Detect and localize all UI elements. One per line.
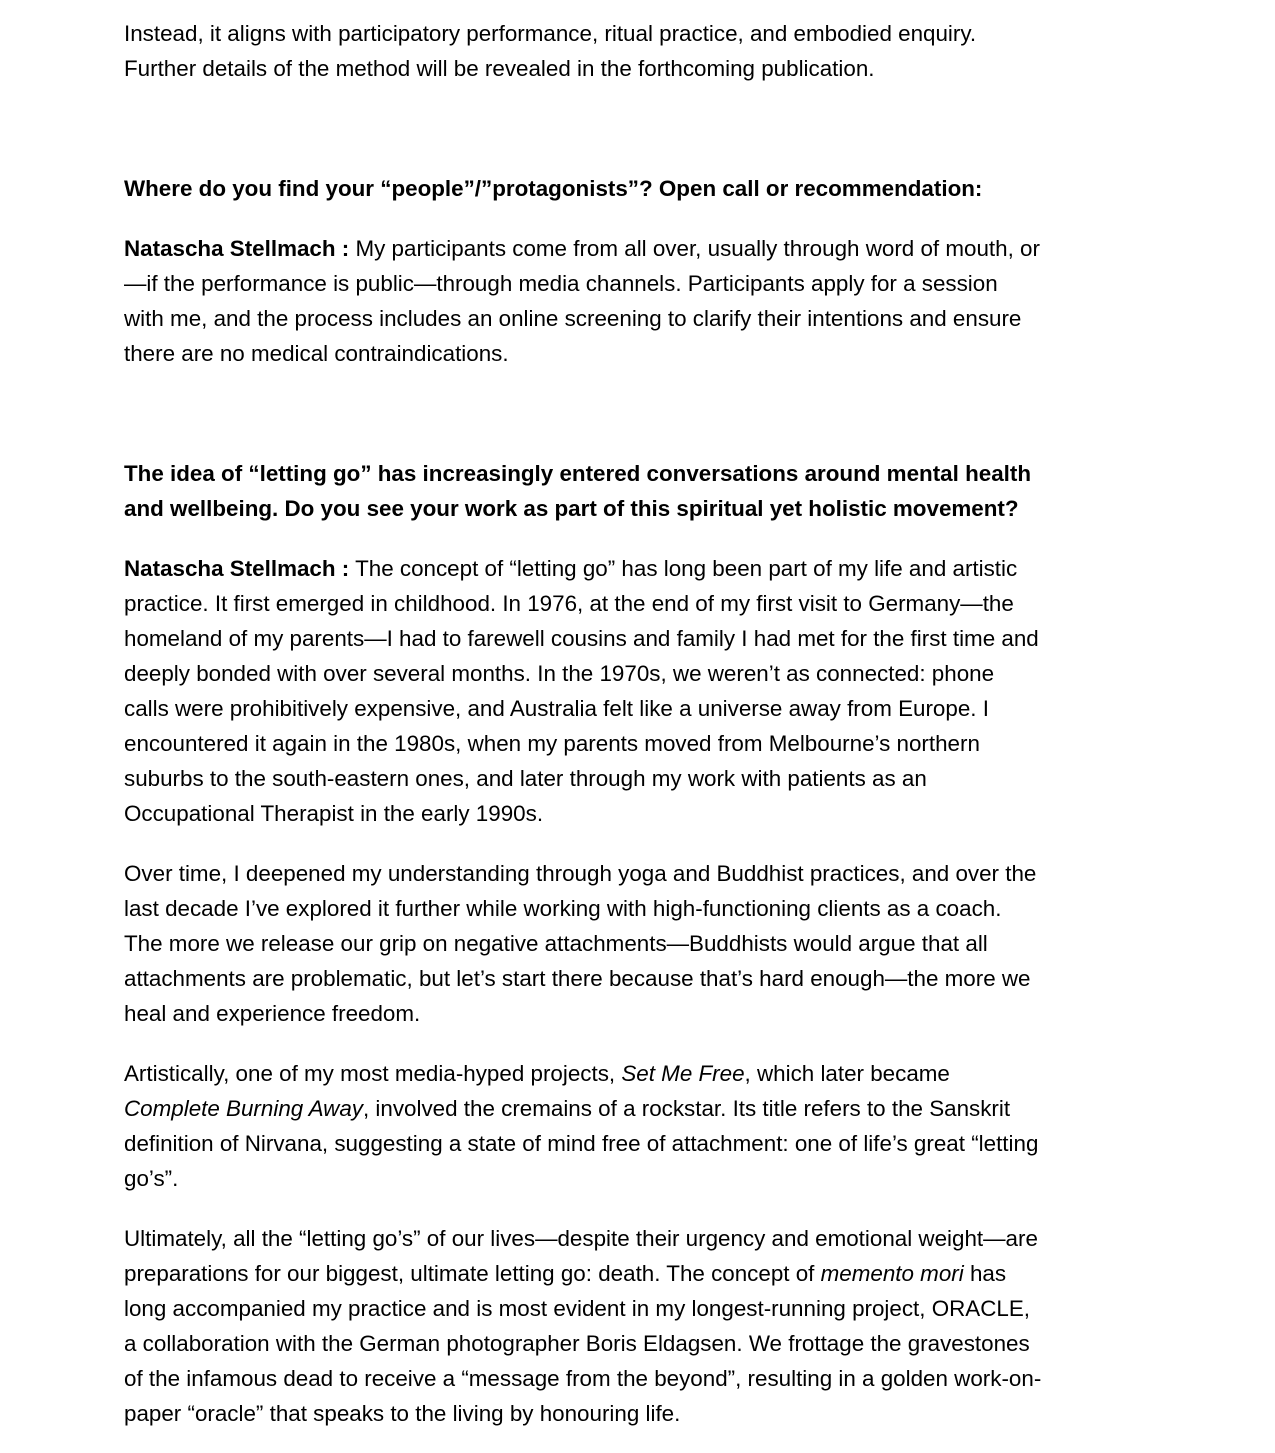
text-segment: , involved the cremains of a rockstar. Its title refers to the Sanskrit <box>362 1096 1011 1121</box>
text-line: last decade I’ve explored it further while working with high-functioning clients as a coach. <box>124 896 1002 921</box>
text-line: practice. It first emerged in childhood. In 1976, at the end of my first visit to Germany—the <box>124 591 1014 616</box>
text-line: Further details of the method will be revealed in the forthcoming publication. <box>124 56 875 81</box>
text-line: long accompanied my practice and is most evident in my longest-running project, ORACLE, <box>124 1296 1031 1321</box>
text-line: calls were prohibitively expensive, and Australia felt like a universe away from Europe. I <box>124 696 989 721</box>
text-line: of the infamous dead to receive a “message from the beyond”, resulting in a golden work-on- <box>124 1366 1042 1391</box>
text-line: The more we release our grip on negative attachments—Buddhists would argue that all <box>124 931 988 956</box>
text-line: encountered it again in the 1980s, when my parents moved from Melbourne’s northern <box>124 731 980 756</box>
question-line: The idea of “letting go” has increasingly entered conversations around mental health <box>124 461 1032 486</box>
answer-paragraph <box>124 856 1036 1031</box>
answer-text: The concept of “letting go” has long been part of my life and artistic <box>349 556 1018 581</box>
answer-paragraph <box>124 1056 1038 1196</box>
text-line: paper “oracle” that speaks to the living by honouring life. <box>124 1401 681 1426</box>
text-segment: preparations for our biggest, ultimate letting go: death. The concept of <box>124 1261 821 1286</box>
text-line: there are no medical contraindications. <box>124 341 509 366</box>
text-line: homeland of my parents—I had to farewell cousins and family I had met for the first time and <box>124 626 1039 651</box>
text-line: suburbs to the south-eastern ones, and later through my work with patients as an <box>124 766 927 791</box>
interview-question <box>124 456 1031 526</box>
text-segment: has <box>963 1261 1007 1286</box>
interview-question <box>124 171 982 206</box>
interview-answer <box>124 551 1039 831</box>
project-title-set-me-free: Set Me Free <box>621 1061 745 1086</box>
text-line: deeply bonded with over several months. In the 1970s, we weren’t as connected: phone <box>124 661 995 686</box>
speaker-name: Natascha Stellmach : <box>124 556 350 581</box>
answer-text: My participants come from all over, usually through word of mouth, or <box>349 236 1040 261</box>
question-line: and wellbeing. Do you see your work as part of this spiritual yet holistic movement? <box>124 496 1019 521</box>
text-line: —if the performance is public—through media channels. Participants apply for a session <box>124 271 998 296</box>
project-title-complete-burning-away: Complete Burning Away <box>124 1096 363 1121</box>
text-line: Ultimately, all the “letting go’s” of our lives—despite their urgency and emotional weight—are <box>124 1226 1038 1251</box>
text-line: heal and experience freedom. <box>124 1001 421 1026</box>
text-line: with me, and the process includes an online screening to clarify their intentions and ensure <box>124 306 1022 331</box>
term-memento-mori: memento mori <box>820 1261 964 1286</box>
intro-paragraph <box>124 16 976 86</box>
text-line: Instead, it aligns with participatory performance, ritual practice, and embodied enquiry. <box>124 21 977 46</box>
question-line: Where do you find your “people”/”protagonists”? Open call or recommendation: <box>124 176 983 201</box>
text-line: Over time, I deepened my understanding through yoga and Buddhist practices, and over the <box>124 861 1037 886</box>
text-line: attachments are problematic, but let’s start there because that’s hard enough—the more we <box>124 966 1031 991</box>
text-segment: , which later became <box>744 1061 950 1086</box>
text-line: go’s”. <box>124 1166 179 1191</box>
text-line: Occupational Therapist in the early 1990s. <box>124 801 544 826</box>
text-segment: Artistically, one of my most media-hyped projects, <box>124 1061 622 1086</box>
speaker-name: Natascha Stellmach : <box>124 236 350 261</box>
text-line: a collaboration with the German photographer Boris Eldagsen. We frottage the gravestones <box>124 1331 1030 1356</box>
answer-paragraph <box>124 1221 1041 1431</box>
text-line: definition of Nirvana, suggesting a state of mind free of attachment: one of life’s great “letting <box>124 1131 1039 1156</box>
interview-answer <box>124 231 1040 371</box>
